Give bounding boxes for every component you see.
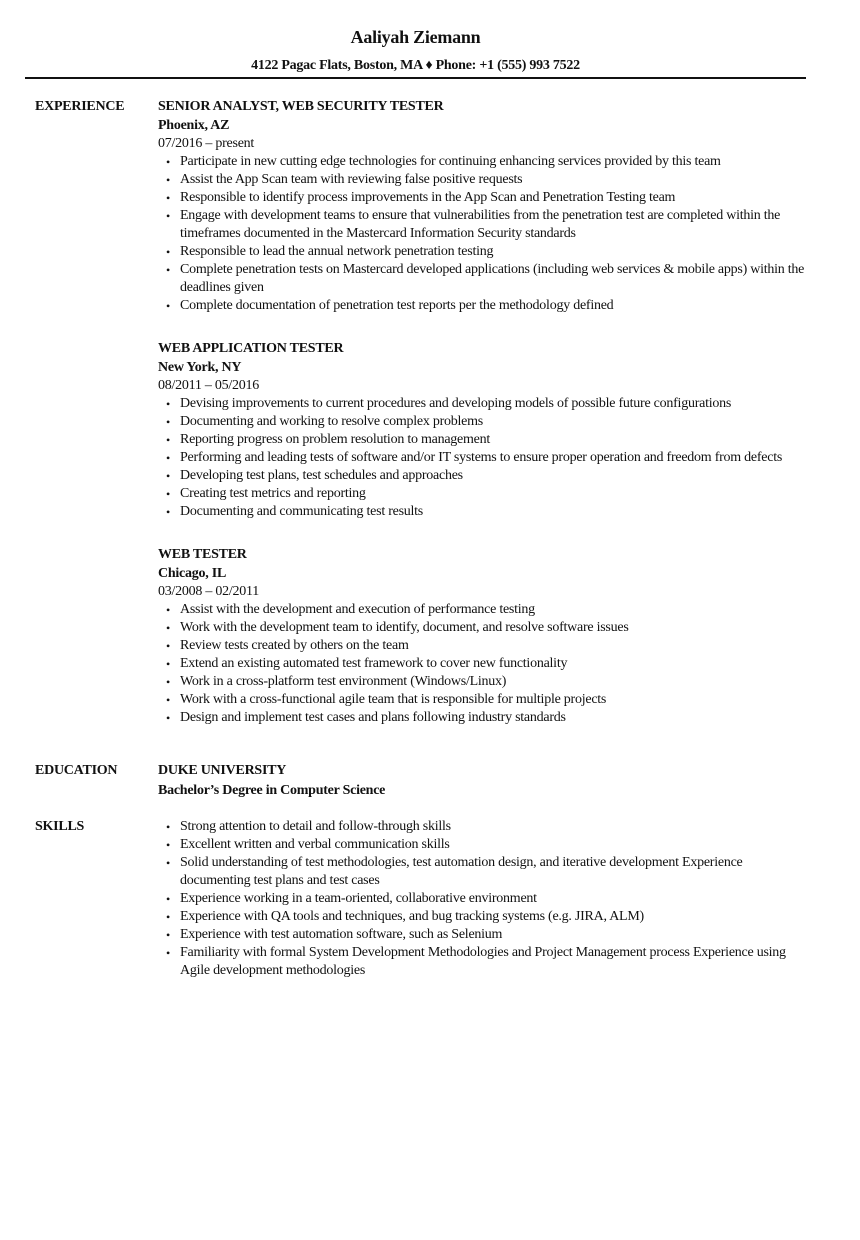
list-item: • Work with the development team to identify, document, and resolve software issues [158,619,815,637]
job-location: New York, NY [158,360,242,375]
skill-item: • Excellent written and verbal communication skills [158,836,815,854]
list-item: • Documenting and communicating test results [158,503,815,521]
list-item: • Participate in new cutting edge technologies for continuing enhancing services provided by this team [158,153,815,171]
section-label-experience: EXPERIENCE [35,99,125,114]
job-dates: 03/2008 – 02/2011 [158,584,260,599]
job-title: WEB TESTER [158,547,247,562]
job-title: SENIOR ANALYST, WEB SECURITY TESTER [158,99,444,114]
list-item: • Developing test plans, test schedules and approaches [158,467,815,485]
skills-list [158,818,815,980]
list-item: • Design and implement test cases and plans following industry standards [158,709,815,727]
job-bullets [158,601,815,727]
list-item: • Extend an existing automated test framework to cover new functionality [158,655,815,673]
experience-section [35,98,815,752]
skill-item: • Experience with test automation software, such as Selenium [158,926,815,944]
job-location: Chicago, IL [158,566,227,581]
section-label-skills: SKILLS [35,819,85,834]
section-label-education: EDUCATION [35,763,118,778]
skill-item: • Familiarity with formal System Development Methodologies and Project Management process Experience using Agile development methodologies [158,944,815,980]
list-item: • Engage with development teams to ensure that vulnerabilities from the penetration test are completed within the timeframes documented in the Mastercard Information Security standards [158,207,815,243]
list-item: • Devising improvements to current procedures and developing models of possible future configurations [158,395,815,413]
list-item: • Responsible to identify process improvements in the App Scan and Penetration Testing team [158,189,815,207]
school-name: DUKE UNIVERSITY [158,763,287,778]
list-item: • Complete documentation of penetration test reports per the methodology defined [158,297,815,315]
resume-header [25,26,806,75]
skill-item: • Strong attention to detail and follow-through skills [158,818,815,836]
job-title: WEB APPLICATION TESTER [158,341,344,356]
list-item: • Documenting and working to resolve complex problems [158,413,815,431]
list-item: • Performing and leading tests of software and/or IT systems to ensure proper operation and freedom from defects [158,449,815,467]
job-dates: 07/2016 – present [158,136,255,151]
list-item: • Creating test metrics and reporting [158,485,815,503]
list-item: • Complete penetration tests on Mastercard developed applications (including web services & mobile apps) within the deadlines given [158,261,815,297]
list-item: • Work with a cross-functional agile team that is responsible for multiple projects [158,691,815,709]
degree: Bachelor’s Degree in Computer Science [158,783,386,798]
header-divider [25,77,806,79]
job-bullets [158,153,815,315]
skill-item: • Solid understanding of test methodologies, test automation design, and iterative development Experience documenting test plans and test cases [158,854,815,890]
contact-line: 4122 Pagac Flats, Boston, MA ♦ Phone: +1 (555) 993 7522 [251,58,580,73]
list-item: • Work in a cross-platform test environment (Windows/Linux) [158,673,815,691]
job-bullets [158,395,815,521]
skill-item: • Experience working in a team-oriented, collaborative environment [158,890,815,908]
job-dates: 08/2011 – 05/2016 [158,378,260,393]
job-entry [158,340,815,521]
list-item: • Reporting progress on problem resolution to management [158,431,815,449]
job-location: Phoenix, AZ [158,118,230,133]
education-section [35,762,815,800]
list-item: • Assist with the development and execution of performance testing [158,601,815,619]
skills-section [35,818,815,980]
skill-item: • Experience with QA tools and techniques, and bug tracking systems (e.g. JIRA, ALM) [158,908,815,926]
list-item: • Responsible to lead the annual network penetration testing [158,243,815,261]
job-entry [158,98,815,315]
list-item: • Review tests created by others on the team [158,637,815,655]
job-entry [158,546,815,727]
candidate-name: Aaliyah Ziemann [350,27,481,47]
list-item: • Assist the App Scan team with reviewing false positive requests [158,171,815,189]
